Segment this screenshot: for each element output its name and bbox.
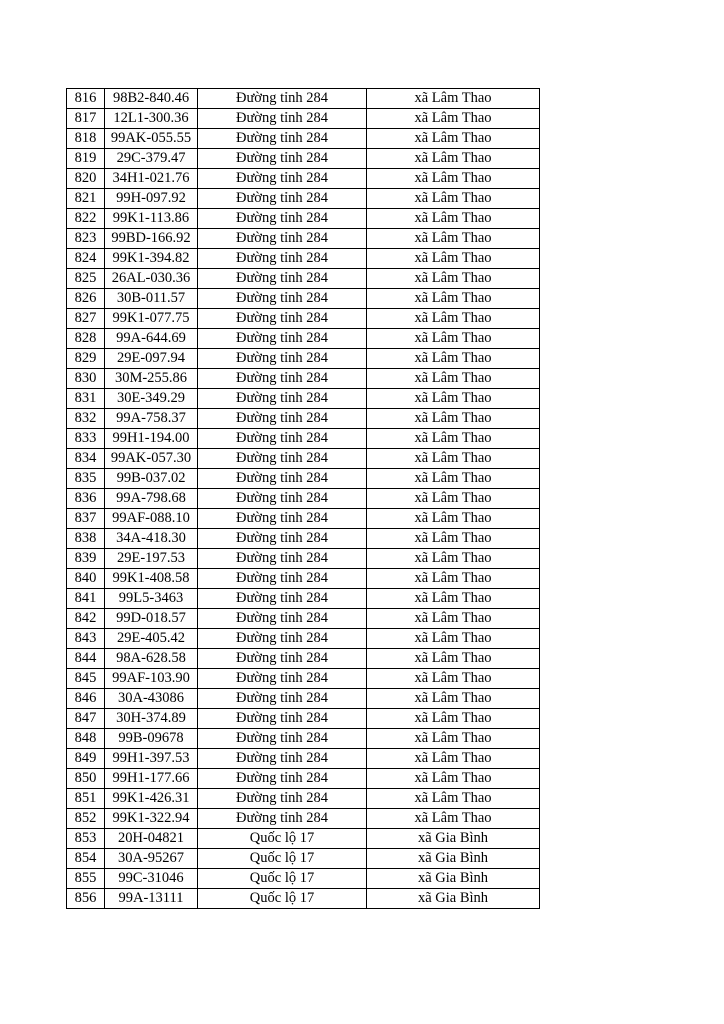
commune-cell: xã Lâm Thao	[367, 409, 540, 429]
table-row	[67, 249, 540, 269]
road-cell: Quốc lộ 17	[198, 889, 367, 909]
table-row	[67, 269, 540, 289]
license-plate-cell: 30A-95267	[105, 849, 198, 869]
commune-cell: xã Lâm Thao	[367, 269, 540, 289]
row-number-cell: 847	[67, 709, 105, 729]
commune-cell: xã Gia Bình	[367, 889, 540, 909]
row-number-cell: 853	[67, 829, 105, 849]
table-row	[67, 509, 540, 529]
road-cell: Đường tỉnh 284	[198, 169, 367, 189]
row-number-cell: 821	[67, 189, 105, 209]
license-plate-cell: 29C-379.47	[105, 149, 198, 169]
road-cell: Đường tỉnh 284	[198, 369, 367, 389]
road-cell: Đường tỉnh 284	[198, 109, 367, 129]
table-row	[67, 729, 540, 749]
table-row	[67, 789, 540, 809]
commune-cell: xã Lâm Thao	[367, 209, 540, 229]
license-plate-cell: 99A-644.69	[105, 329, 198, 349]
road-cell: Đường tỉnh 284	[198, 129, 367, 149]
license-plate-cell: 30E-349.29	[105, 389, 198, 409]
road-cell: Đường tỉnh 284	[198, 509, 367, 529]
commune-cell: xã Lâm Thao	[367, 749, 540, 769]
road-cell: Đường tỉnh 284	[198, 709, 367, 729]
commune-cell: xã Lâm Thao	[367, 769, 540, 789]
commune-cell: xã Lâm Thao	[367, 109, 540, 129]
license-plate-cell: 30M-255.86	[105, 369, 198, 389]
road-cell: Quốc lộ 17	[198, 849, 367, 869]
license-plate-cell: 29E-097.94	[105, 349, 198, 369]
commune-cell: xã Lâm Thao	[367, 329, 540, 349]
commune-cell: xã Lâm Thao	[367, 369, 540, 389]
road-cell: Đường tỉnh 284	[198, 529, 367, 549]
road-cell: Đường tỉnh 284	[198, 389, 367, 409]
license-plate-cell: 99AK-057.30	[105, 449, 198, 469]
license-plate-cell: 99AF-088.10	[105, 509, 198, 529]
commune-cell: xã Lâm Thao	[367, 589, 540, 609]
road-cell: Đường tỉnh 284	[198, 629, 367, 649]
row-number-cell: 822	[67, 209, 105, 229]
license-plate-cell: 99H1-194.00	[105, 429, 198, 449]
table-row	[67, 309, 540, 329]
license-plate-cell: 99H1-177.66	[105, 769, 198, 789]
road-cell: Đường tỉnh 284	[198, 569, 367, 589]
license-plate-cell: 99H-097.92	[105, 189, 198, 209]
table-row	[67, 129, 540, 149]
row-number-cell: 828	[67, 329, 105, 349]
table-row	[67, 869, 540, 889]
row-number-cell: 845	[67, 669, 105, 689]
commune-cell: xã Lâm Thao	[367, 569, 540, 589]
license-plate-cell: 99B-037.02	[105, 469, 198, 489]
road-cell: Đường tỉnh 284	[198, 609, 367, 629]
table-row	[67, 329, 540, 349]
road-cell: Đường tỉnh 284	[198, 649, 367, 669]
row-number-cell: 840	[67, 569, 105, 589]
license-plate-cell: 98B2-840.46	[105, 89, 198, 109]
table-row	[67, 109, 540, 129]
table-row	[67, 489, 540, 509]
row-number-cell: 819	[67, 149, 105, 169]
row-number-cell: 841	[67, 589, 105, 609]
commune-cell: xã Lâm Thao	[367, 729, 540, 749]
table-row	[67, 569, 540, 589]
license-plate-cell: 99AK-055.55	[105, 129, 198, 149]
row-number-cell: 830	[67, 369, 105, 389]
commune-cell: xã Lâm Thao	[367, 229, 540, 249]
license-plate-cell: 29E-405.42	[105, 629, 198, 649]
table-body	[67, 89, 540, 909]
commune-cell: xã Lâm Thao	[367, 389, 540, 409]
row-number-cell: 825	[67, 269, 105, 289]
license-plate-cell: 34A-418.30	[105, 529, 198, 549]
license-plate-cell: 30B-011.57	[105, 289, 198, 309]
road-cell: Đường tỉnh 284	[198, 809, 367, 829]
table-row	[67, 89, 540, 109]
table-row	[67, 469, 540, 489]
road-cell: Đường tỉnh 284	[198, 469, 367, 489]
commune-cell: xã Lâm Thao	[367, 789, 540, 809]
license-plate-cell: 26AL-030.36	[105, 269, 198, 289]
license-plate-cell: 99A-798.68	[105, 489, 198, 509]
row-number-cell: 842	[67, 609, 105, 629]
license-plate-cell: 12L1-300.36	[105, 109, 198, 129]
table-row	[67, 449, 540, 469]
table-row	[67, 229, 540, 249]
license-plate-cell: 34H1-021.76	[105, 169, 198, 189]
commune-cell: xã Lâm Thao	[367, 169, 540, 189]
row-number-cell: 852	[67, 809, 105, 829]
license-plate-cell: 99K1-408.58	[105, 569, 198, 589]
table-row	[67, 529, 540, 549]
table-row	[67, 289, 540, 309]
commune-cell: xã Lâm Thao	[367, 249, 540, 269]
row-number-cell: 836	[67, 489, 105, 509]
row-number-cell: 846	[67, 689, 105, 709]
road-cell: Đường tỉnh 284	[198, 89, 367, 109]
license-plate-cell: 99BD-166.92	[105, 229, 198, 249]
table-row	[67, 889, 540, 909]
row-number-cell: 850	[67, 769, 105, 789]
road-cell: Đường tỉnh 284	[198, 429, 367, 449]
license-plate-cell: 99AF-103.90	[105, 669, 198, 689]
commune-cell: xã Lâm Thao	[367, 289, 540, 309]
license-plate-cell: 99K1-394.82	[105, 249, 198, 269]
road-cell: Đường tỉnh 284	[198, 669, 367, 689]
license-plate-cell: 99K1-426.31	[105, 789, 198, 809]
commune-cell: xã Lâm Thao	[367, 689, 540, 709]
row-number-cell: 856	[67, 889, 105, 909]
row-number-cell: 838	[67, 529, 105, 549]
license-plate-cell: 30H-374.89	[105, 709, 198, 729]
table-row	[67, 609, 540, 629]
table-row	[67, 669, 540, 689]
license-plate-cell: 30A-43086	[105, 689, 198, 709]
commune-cell: xã Lâm Thao	[367, 349, 540, 369]
table-row	[67, 549, 540, 569]
table-row	[67, 149, 540, 169]
commune-cell: xã Lâm Thao	[367, 609, 540, 629]
license-plate-cell: 29E-197.53	[105, 549, 198, 569]
license-plate-cell: 99K1-077.75	[105, 309, 198, 329]
road-cell: Đường tỉnh 284	[198, 489, 367, 509]
road-cell: Đường tỉnh 284	[198, 209, 367, 229]
row-number-cell: 851	[67, 789, 105, 809]
commune-cell: xã Lâm Thao	[367, 549, 540, 569]
table-row	[67, 429, 540, 449]
row-number-cell: 827	[67, 309, 105, 329]
commune-cell: xã Lâm Thao	[367, 449, 540, 469]
license-plate-cell: 99H1-397.53	[105, 749, 198, 769]
table-row	[67, 189, 540, 209]
commune-cell: xã Gia Bình	[367, 849, 540, 869]
license-plate-cell: 99A-758.37	[105, 409, 198, 429]
row-number-cell: 820	[67, 169, 105, 189]
license-plate-cell: 99K1-322.94	[105, 809, 198, 829]
road-cell: Đường tỉnh 284	[198, 349, 367, 369]
road-cell: Đường tỉnh 284	[198, 189, 367, 209]
row-number-cell: 829	[67, 349, 105, 369]
row-number-cell: 818	[67, 129, 105, 149]
table-row	[67, 689, 540, 709]
road-cell: Đường tỉnh 284	[198, 329, 367, 349]
road-cell: Quốc lộ 17	[198, 869, 367, 889]
commune-cell: xã Lâm Thao	[367, 89, 540, 109]
table-row	[67, 709, 540, 729]
commune-cell: xã Lâm Thao	[367, 309, 540, 329]
road-cell: Đường tỉnh 284	[198, 269, 367, 289]
commune-cell: xã Lâm Thao	[367, 669, 540, 689]
commune-cell: xã Lâm Thao	[367, 429, 540, 449]
commune-cell: xã Lâm Thao	[367, 469, 540, 489]
commune-cell: xã Lâm Thao	[367, 509, 540, 529]
table-row	[67, 209, 540, 229]
road-cell: Đường tỉnh 284	[198, 749, 367, 769]
row-number-cell: 837	[67, 509, 105, 529]
row-number-cell: 839	[67, 549, 105, 569]
commune-cell: xã Lâm Thao	[367, 189, 540, 209]
table-row	[67, 829, 540, 849]
road-cell: Đường tỉnh 284	[198, 229, 367, 249]
row-number-cell: 834	[67, 449, 105, 469]
license-plate-cell: 99D-018.57	[105, 609, 198, 629]
table-row	[67, 589, 540, 609]
road-cell: Đường tỉnh 284	[198, 449, 367, 469]
license-plate-cell: 99K1-113.86	[105, 209, 198, 229]
road-cell: Đường tỉnh 284	[198, 309, 367, 329]
commune-cell: xã Lâm Thao	[367, 629, 540, 649]
license-plate-cell: 98A-628.58	[105, 649, 198, 669]
row-number-cell: 849	[67, 749, 105, 769]
table-row	[67, 629, 540, 649]
table-row	[67, 369, 540, 389]
road-cell: Đường tỉnh 284	[198, 689, 367, 709]
table-row	[67, 849, 540, 869]
commune-cell: xã Lâm Thao	[367, 649, 540, 669]
license-plate-cell: 99B-09678	[105, 729, 198, 749]
table-row	[67, 769, 540, 789]
row-number-cell: 817	[67, 109, 105, 129]
row-number-cell: 835	[67, 469, 105, 489]
road-cell: Đường tỉnh 284	[198, 409, 367, 429]
commune-cell: xã Lâm Thao	[367, 149, 540, 169]
row-number-cell: 824	[67, 249, 105, 269]
table-row	[67, 809, 540, 829]
road-cell: Đường tỉnh 284	[198, 249, 367, 269]
commune-cell: xã Lâm Thao	[367, 129, 540, 149]
commune-cell: xã Lâm Thao	[367, 529, 540, 549]
license-plate-cell: 99L5-3463	[105, 589, 198, 609]
row-number-cell: 816	[67, 89, 105, 109]
row-number-cell: 855	[67, 869, 105, 889]
row-number-cell: 826	[67, 289, 105, 309]
license-plate-cell: 20H-04821	[105, 829, 198, 849]
road-cell: Đường tỉnh 284	[198, 729, 367, 749]
table-row	[67, 169, 540, 189]
row-number-cell: 854	[67, 849, 105, 869]
road-cell: Đường tỉnh 284	[198, 549, 367, 569]
commune-cell: xã Lâm Thao	[367, 709, 540, 729]
commune-cell: xã Gia Bình	[367, 869, 540, 889]
table-row	[67, 389, 540, 409]
table-row	[67, 749, 540, 769]
road-cell: Đường tỉnh 284	[198, 289, 367, 309]
row-number-cell: 832	[67, 409, 105, 429]
commune-cell: xã Lâm Thao	[367, 489, 540, 509]
table-row	[67, 649, 540, 669]
row-number-cell: 844	[67, 649, 105, 669]
commune-cell: xã Lâm Thao	[367, 809, 540, 829]
row-number-cell: 833	[67, 429, 105, 449]
row-number-cell: 848	[67, 729, 105, 749]
table-row	[67, 409, 540, 429]
commune-cell: xã Gia Bình	[367, 829, 540, 849]
row-number-cell: 843	[67, 629, 105, 649]
violation-table	[66, 88, 540, 909]
road-cell: Quốc lộ 17	[198, 829, 367, 849]
table-row	[67, 349, 540, 369]
road-cell: Đường tỉnh 284	[198, 789, 367, 809]
road-cell: Đường tỉnh 284	[198, 769, 367, 789]
road-cell: Đường tỉnh 284	[198, 149, 367, 169]
row-number-cell: 823	[67, 229, 105, 249]
row-number-cell: 831	[67, 389, 105, 409]
license-plate-cell: 99A-13111	[105, 889, 198, 909]
license-plate-cell: 99C-31046	[105, 869, 198, 889]
road-cell: Đường tỉnh 284	[198, 589, 367, 609]
